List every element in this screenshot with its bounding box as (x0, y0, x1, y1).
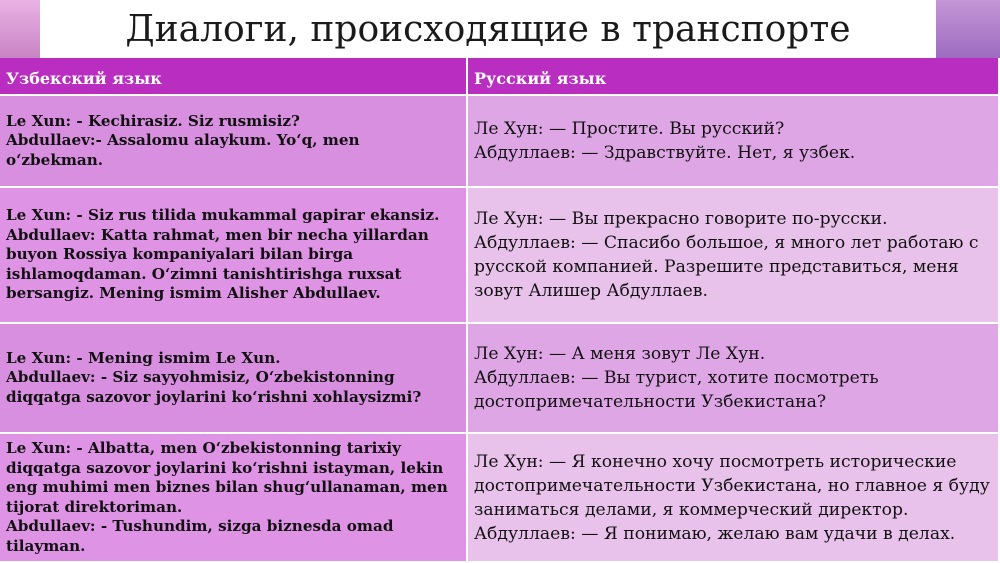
slide-title: Диалоги, происходящие в транспорте (125, 8, 851, 50)
text-line: зовут Алишер Абдуллаев. (474, 281, 708, 301)
text-line: Abdullaev:- Assalomu alaykum. Yo‘q, men (6, 131, 360, 150)
text-line: Ле Хун: — Простите. Вы русский? (474, 119, 785, 139)
row-3-russian (468, 324, 1000, 434)
text-line: Ле Хун: — Я конечно хочу посмотреть исторические (474, 451, 957, 472)
text-line: diqqatga sazovor joylarini ko‘rishni istayman, lekin (6, 458, 444, 477)
left-decor-strip (0, 0, 40, 58)
text-line: Abdullaev: - Tushundim, sizga biznesda omad (6, 517, 394, 535)
text-line: Le Xun: - Mening ismim Le Xun. (6, 348, 281, 367)
text-line: ishlamoqdaman. O‘zimni tanishtirishga ruxsat (6, 264, 402, 283)
text-line: o‘zbekman. (6, 150, 104, 169)
row-4-russian (468, 434, 1000, 563)
text-line: buyon Rossiya kompaniyalari bilan birga (6, 245, 354, 264)
text-line: заниматься делами, я коммерческий директор. (474, 499, 909, 520)
text-line: diqqatga sazovor joylarini ko‘rishni xohlaysizmi? (6, 387, 422, 406)
text-line: Le Xun: - Albatta, men O‘zbekistonning tarixiy (6, 439, 401, 457)
text-line: Абдуллаев: — Вы турист, хотите посмотреть (474, 368, 879, 388)
text-line: достопримечательности Узбекистана, но главное я буду (474, 475, 990, 496)
text-line: Ле Хун: — А меня зовут Ле Хун. (474, 344, 766, 364)
text-line: Абдуллаев: — Здравствуйте. Нет, я узбек. (474, 143, 856, 163)
text-line: Абдуллаев: — Я понимаю, желаю вам удачи в делах. (474, 523, 956, 544)
right-decor-strip (936, 0, 1000, 58)
header-uzbek: Узбекский язык (0, 58, 468, 96)
text-line: Ле Хун: — Вы прекрасно говорите по-русски. (474, 209, 888, 229)
text-line: Абдуллаев: — Спасибо большое, я много лет работаю с (474, 233, 979, 253)
row-1-russian (468, 96, 1000, 188)
row-4-uzbek (0, 434, 468, 563)
text-line: bersangiz. Mening ismim Alisher Abdullaev. (6, 284, 381, 303)
text-line: tijorat direktoriman. (6, 497, 183, 516)
row-1-uzbek (0, 96, 468, 188)
text-line: Abdullaev: Katta rahmat, men bir necha yillardan (6, 225, 429, 244)
header-russian: Русский язык (468, 58, 1000, 96)
dialogue-table (0, 58, 1000, 563)
text-line: tilayman. (6, 536, 86, 555)
text-line: Abdullaev: - Siz sayyohmisiz, O‘zbekistonning (6, 368, 395, 387)
row-3-uzbek (0, 324, 468, 434)
text-line: достопримечательности Узбекистана? (474, 392, 827, 412)
text-line: русской компанией. Разрешите представиться, меня (474, 257, 959, 277)
row-2-russian (468, 188, 1000, 324)
row-2-uzbek (0, 188, 468, 324)
text-line: eng muhimi men biznes bilan shug‘ullanaman, men (6, 478, 448, 496)
text-line: Le Xun: - Siz rus tilida mukammal gapirar ekansiz. (6, 206, 440, 225)
text-line: Le Xun: - Kechirasiz. Siz rusmisiz? (6, 111, 300, 130)
